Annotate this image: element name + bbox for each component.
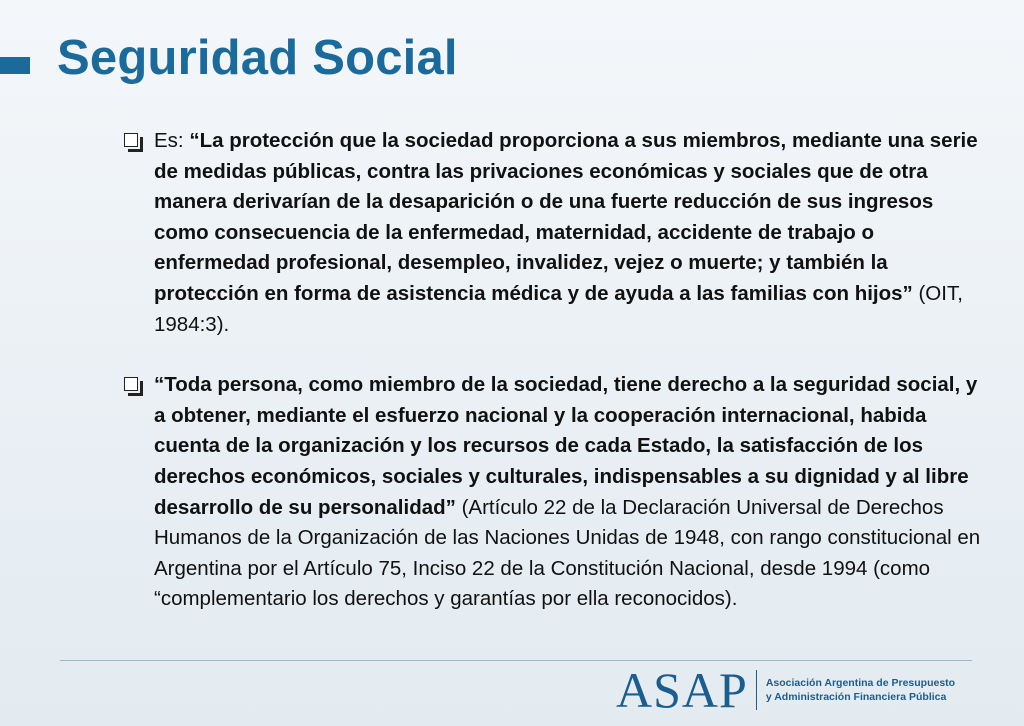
bullet-item bbox=[122, 126, 992, 340]
title-accent-bar bbox=[0, 57, 30, 74]
bullet-plain-text: Es: bbox=[154, 129, 190, 152]
bullet-text bbox=[154, 129, 978, 336]
checkbox-bullet-icon bbox=[124, 377, 142, 395]
logo-divider bbox=[756, 670, 757, 710]
logo-line-1: Asociación Argentina de Presupuesto bbox=[765, 677, 956, 689]
logo-mark: ASAP bbox=[616, 662, 748, 718]
bullet-item bbox=[122, 370, 992, 615]
asap-logo bbox=[616, 664, 955, 716]
footer-divider bbox=[60, 660, 972, 661]
bullet-quote-text: “Toda persona, como miembro de la sociedad, tiene derecho a la seguridad social, y a obtener, mediante el esfuerzo nacional y la cooperación internacional, habida cuenta de la organización y los recursos de cada Estado, la satisfacción de los derechos económicos, sociales y culturales, indispensables a su dignidad y al libre desarrollo de su personalidad” bbox=[154, 373, 978, 519]
logo-line-2: y Administración Financiera Pública bbox=[765, 691, 947, 703]
slide-title: Seguridad Social bbox=[57, 31, 458, 85]
bullet-quote-text: “La protección que la sociedad proporciona a sus miembros, mediante una serie de medidas públicas, contra las privaciones económicas y sociales que de otra manera derivarían de la desaparición o de una fuerte reducción de sus ingresos como consecuencia de la enfermedad, maternidad, accidente de trabajo o enfermedad profesional, desempleo, invalidez, vejez o muerte; y también la protección en forma de asistencia médica y de ayuda a las familias con hijos” bbox=[154, 129, 978, 305]
bullet-text bbox=[154, 373, 980, 610]
checkbox-bullet-icon bbox=[124, 133, 142, 151]
slide-content bbox=[122, 126, 992, 615]
bullet-citation-text: (Artículo 22 de la Declaración Universal de Derechos Humanos de la Organización de las Naciones Unidas de 1948, con rango constitucional en Argentina por el Artículo 75, Inciso 22 de la Constitución Nacional, desde 1994 (como “complementario los derechos y garantías por ella reconocidos). bbox=[154, 495, 981, 611]
logo-text bbox=[766, 676, 955, 704]
bullet-citation-text: (OIT, 1984:3). bbox=[154, 281, 963, 336]
